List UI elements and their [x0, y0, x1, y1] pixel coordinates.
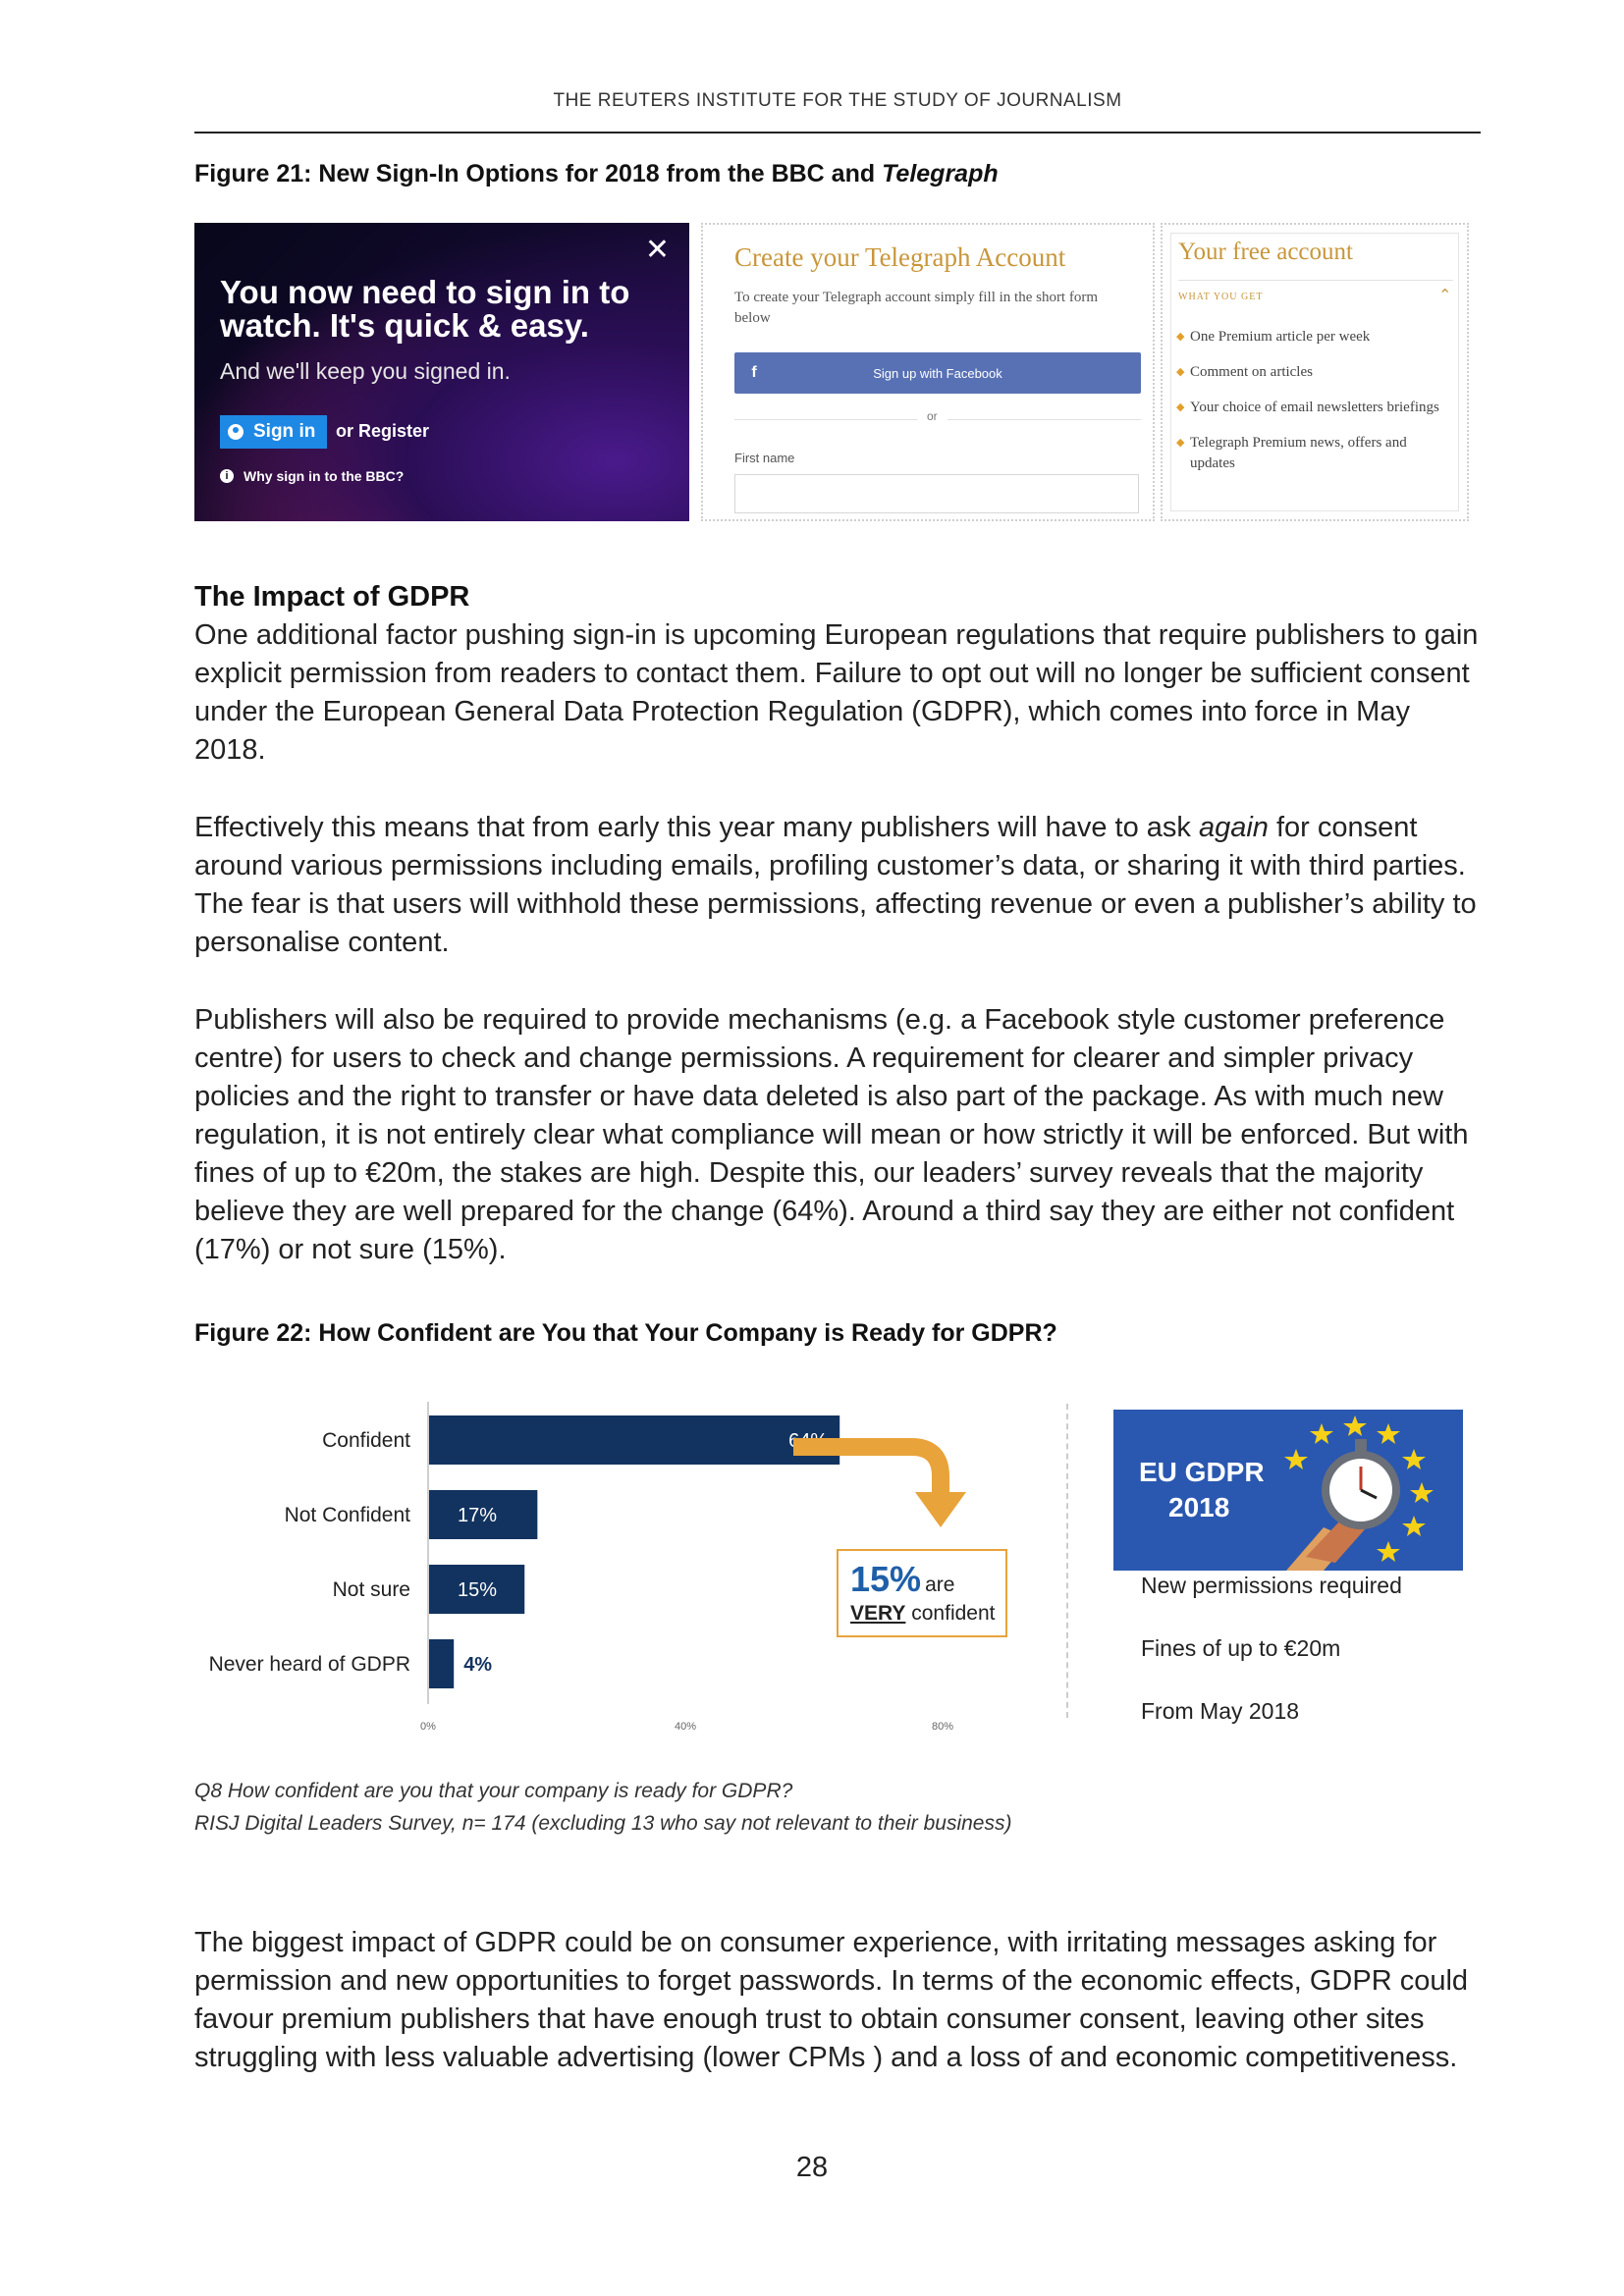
bbc-why-link[interactable] [220, 468, 404, 484]
figure-21-title-italic: Telegraph [882, 160, 999, 187]
paragraph-2 [194, 809, 1481, 962]
paragraph-2-start: Effectively this means that from early this year many publishers will have to ask [194, 812, 1199, 843]
facebook-signup-button[interactable] [734, 352, 1141, 394]
user-icon [228, 424, 244, 440]
very-confident-callout [837, 1549, 1007, 1637]
callout-confident: confident [905, 1602, 996, 1625]
eu-gdpr-label: EU GDPR [1139, 1457, 1265, 1487]
bbc-signin-label: Sign in [253, 421, 316, 442]
dashed-divider [1066, 1404, 1068, 1718]
telegraph-create-title: Create your Telegraph Account [734, 242, 1066, 272]
bbc-headline: You now need to sign in to watch. It's quick & easy. [220, 274, 630, 344]
callout-percentage: 15% [850, 1559, 922, 1599]
category-label: Confident [322, 1429, 410, 1452]
callout-are: are [925, 1574, 955, 1596]
x-tick-label: 80% [931, 1721, 954, 1733]
gdpr-note: From May 2018 [1141, 1698, 1300, 1724]
bbc-register-link[interactable]: or Register [336, 421, 430, 441]
figure-caption-source: RISJ Digital Leaders Survey, n= 174 (excluding 13 who say not relevant to their business) [194, 1812, 1012, 1835]
paragraph-3: Publishers will also be required to provide mechanisms (e.g. a Facebook style customer preference centre) for users to check and change permissions. A requirement for clearer and simpler privacy policies and the right to transfer or have data deleted is also part of the package. As with much new regulation, it is not entirely clear what compliance will mean or how strictly it will be enforced. But with fines of up to €20m, the stakes are high. Despite this, our leaders’ survey reveals that the majority believe they are well prepared for the change (64%). Around a third say they are either not confident (17%) or not sure (15%). [194, 1004, 1469, 1265]
x-tick-label: 40% [674, 1721, 697, 1733]
free-account-rule [1178, 280, 1453, 281]
close-icon[interactable]: ✕ [644, 234, 670, 266]
telegraph-create-account-panel [701, 223, 1155, 521]
section-heading: The Impact of GDPR [194, 581, 470, 613]
paragraph-4: The biggest impact of GDPR could be on consumer experience, with irritating messages asking for permission and new opportunities to forget passwords. In terms of the economic effects, GDPR could favour premium publishers that have enough trust to obtain consumer consent, leaving other sites struggling with less valuable advertising (lower CPMs ) and a loss of and economic competitiveness. [194, 1927, 1469, 2073]
eu-gdpr-illustration [1113, 1410, 1463, 1571]
data-label: 64% [788, 1430, 829, 1452]
arrow-icon [793, 1431, 970, 1549]
data-label: 15% [458, 1579, 498, 1601]
facebook-signup-label: Sign up with Facebook [873, 365, 1002, 381]
bar-0 [428, 1415, 839, 1465]
bbc-subtext: And we'll keep you signed in. [220, 358, 511, 384]
chevron-up-icon[interactable]: ⌄ [1437, 285, 1451, 301]
callout-very-line [850, 1602, 1005, 1626]
telegraph-create-description: To create your Telegraph account simply fill in the short form below [734, 290, 1099, 326]
category-label: Not Confident [284, 1504, 410, 1526]
page-number: 28 [795, 2152, 829, 2183]
header-rule [194, 132, 1481, 133]
facebook-icon: f [751, 364, 757, 381]
figure-21-title-text: Figure 21: New Sign-In Options for 2018 from the BBC and [194, 160, 883, 187]
data-label: 17% [458, 1505, 498, 1526]
x-tick-label: 0% [420, 1721, 436, 1733]
first-name-label: First name [734, 451, 795, 465]
free-account-benefits [1176, 327, 1441, 489]
or-label: or [917, 409, 947, 423]
data-label: 4% [463, 1654, 493, 1676]
figure-22-title: Figure 22: How Confident are You that Your Company is Ready for GDPR? [194, 1319, 1057, 1347]
telegraph-free-account-panel [1161, 223, 1469, 521]
category-label: Not sure [332, 1578, 410, 1601]
benefit-item: ◆ Telegraph Premium news, offers and updates [1176, 433, 1441, 474]
bar-3 [428, 1639, 454, 1688]
paragraph-1: One additional factor pushing sign-in is upcoming European regulations that require publishers to gain explicit permission from readers to contact them. Failure to opt out will no longer be sufficient consent under the European General Data Protection Regulation (GDPR), which comes into force in May 2018. [194, 619, 1479, 766]
stopwatch-stars-icon [1113, 1410, 1463, 1571]
gdpr-note: Fines of up to €20m [1141, 1635, 1341, 1661]
benefit-item: ◆ Comment on articles [1176, 362, 1441, 383]
benefit-item: ◆ One Premium article per week [1176, 327, 1441, 347]
figure-caption-question: Q8 How confident are you that your company is ready for GDPR? [194, 1780, 793, 1802]
figure-21-title [194, 160, 999, 188]
bbc-signin-button[interactable] [220, 415, 327, 449]
eu-gdpr-year: 2018 [1168, 1492, 1230, 1522]
bbc-signin-panel [194, 223, 689, 521]
callout-very: VERY [850, 1602, 906, 1625]
info-icon: i [220, 469, 234, 483]
gdpr-note: New permissions required [1141, 1573, 1402, 1598]
free-account-title: Your free account [1178, 239, 1353, 265]
benefit-item: ◆ Your choice of email newsletters briefings [1176, 398, 1441, 418]
category-label: Never heard of GDPR [208, 1653, 410, 1676]
bbc-why-label: Why sign in to the BBC? [244, 468, 405, 484]
paragraph-2-italic: again [1198, 812, 1269, 843]
paragraph-2-end: for consent around various permissions including emails, profiling customer’s data, or sharing it with third parties. The fear is that users will withhold these permissions, affecting revenue or even a publisher’s ability to personalise content. [194, 812, 1477, 958]
what-you-get-toggle[interactable]: WHAT YOU GET [1178, 292, 1264, 302]
running-header: THE REUTERS INSTITUTE FOR THE STUDY OF JOURNALISM [553, 90, 1122, 111]
first-name-input[interactable] [734, 474, 1139, 513]
